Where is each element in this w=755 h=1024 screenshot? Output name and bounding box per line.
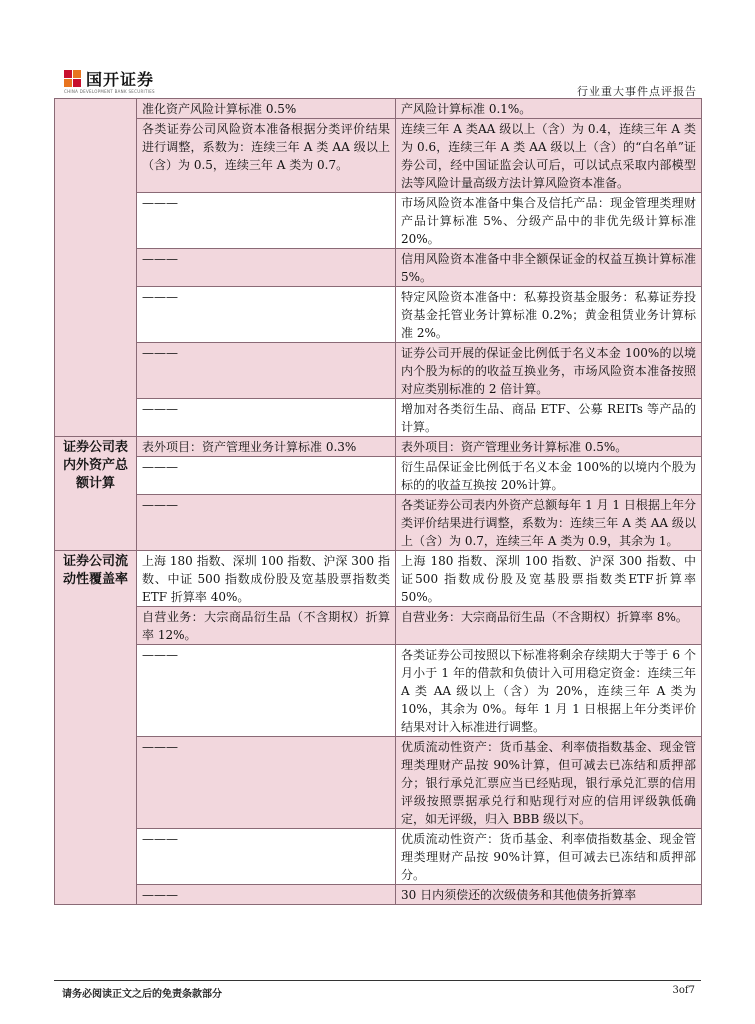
footer-divider — [54, 980, 701, 981]
logo-icon — [64, 70, 81, 87]
new-rule-cell: 各类证券公司表内外资产总额每年 1 月 1 日根据上年分类评价结果进行调整，系数为：连续三年 A 类 AA 级以上（含）为 0.7，连续三年 A 类为 0.9，其余为 1。 — [396, 495, 702, 551]
new-rule-cell: 信用风险资本准备中非全额保证金的权益互换计算标准 5%。 — [396, 249, 702, 287]
new-rule-cell: 连续三年 A 类AA 级以上（含）为 0.4，连续三年 A 类为 0.6，连续三年 A 类 AA 级以上（含）的“白名单”证券公司，经中国证监会认可后，可以试点采取内部模型法等风险计量高级方法计算风险资本准备。 — [396, 119, 702, 193]
table-row — [55, 99, 702, 119]
old-rule-cell: 自营业务：大宗商品衍生品（不含期权）折算率 12%。 — [137, 607, 396, 645]
page-header — [0, 0, 755, 100]
new-rule-cell: 30 日内须偿还的次级债务和其他债务折算率 — [396, 885, 702, 905]
new-rule-cell: 优质流动性资产：货币基金、利率债指数基金、现金管理类理财产品按 90%计算，但可减去已冻结和质押部分。 — [396, 829, 702, 885]
table-row — [55, 249, 702, 287]
table-row — [55, 343, 702, 399]
table-row — [55, 737, 702, 829]
old-rule-cell: 各类证券公司风险资本准备根据分类评价结果进行调整，系数为：连续三年 A 类 AA 级以上（含）为 0.5，连续三年 A 类为 0.7。 — [137, 119, 396, 193]
table-row — [55, 551, 702, 607]
old-rule-cell: ——— — [137, 885, 396, 905]
new-rule-cell: 特定风险资本准备中：私募投资基金服务：私募证券投资基金托管业务计算标准 0.2%；黄金租赁业务计算标准 2%。 — [396, 287, 702, 343]
new-rule-cell: 自营业务：大宗商品衍生品（不含期权）折算率 8%。 — [396, 607, 702, 645]
table-row — [55, 495, 702, 551]
old-rule-cell: ——— — [137, 249, 396, 287]
old-rule-cell: ——— — [137, 193, 396, 249]
table-row — [55, 645, 702, 737]
new-rule-cell: 表外项目：资产管理业务计算标准 0.5%。 — [396, 437, 702, 457]
table-row — [55, 829, 702, 885]
table-row — [55, 607, 702, 645]
old-rule-cell: ——— — [137, 495, 396, 551]
table-row — [55, 457, 702, 495]
logo-name: 国开证券 — [86, 70, 155, 89]
old-rule-cell: ——— — [137, 737, 396, 829]
table-row — [55, 437, 702, 457]
old-rule-cell: ——— — [137, 645, 396, 737]
new-rule-cell: 优质流动性资产：货币基金、利率债指数基金、现金管理类理财产品按 90%计算，但可减去已冻结和质押部分；银行承兑汇票应当已经贴现，银行承兑汇票的信用评级按照票据承兑行和贴现行对应的信用评级孰低确定，如无评级，归入 BBB 级以下。 — [396, 737, 702, 829]
new-rule-cell: 产风险计算标准 0.1%。 — [396, 99, 702, 119]
table-row — [55, 193, 702, 249]
old-rule-cell: 上海 180 指数、深圳 100 指数、沪深 300 指数、中证 500 指数成份股及宽基股票指数类 ETF 折算率 40%。 — [137, 551, 396, 607]
new-rule-cell: 上海 180 指数、深圳 100 指数、沪深 300 指数、中证500 指数成份股及宽基股票指数类ETF折算率 50%。 — [396, 551, 702, 607]
new-rule-cell: 增加对各类衍生品、商品 ETF、公募 REITs 等产品的计算。 — [396, 399, 702, 437]
old-rule-cell: 表外项目：资产管理业务计算标准 0.3% — [137, 437, 396, 457]
new-rule-cell: 市场风险资本准备中集合及信托产品：现金管理类理财产品计算标准 5%、分级产品中的非优先级计算标准 20%。 — [396, 193, 702, 249]
comparison-table — [54, 98, 702, 905]
category-cell — [55, 99, 137, 437]
old-rule-cell: ——— — [137, 829, 396, 885]
new-rule-cell: 各类证券公司按照以下标准将剩余存续期大于等于 6 个月小于 1 年的借款和负债计入可用稳定资金：连续三年 A 类 AA 级以上（含）为 20%，连续三年 A 类为 10%，其余为 0%。每年 1 月 1 日根据上年分类评价结果对计入标准进行调整。 — [396, 645, 702, 737]
table-row — [55, 119, 702, 193]
old-rule-cell: 准化资产风险计算标准 0.5% — [137, 99, 396, 119]
table-row — [55, 885, 702, 905]
old-rule-cell: ——— — [137, 399, 396, 437]
old-rule-cell: ——— — [137, 287, 396, 343]
category-cell: 证券公司表内外资产总额计算 — [55, 437, 137, 551]
table-row — [55, 399, 702, 437]
report-type: 行业重大事件点评报告 — [577, 85, 697, 98]
new-rule-cell: 衍生品保证金比例低于名义本金 100%的以境内个股为标的的收益互换按 20%计算。 — [396, 457, 702, 495]
logo-subtitle: CHINA DEVELOPMENT BANK SECURITIES — [64, 89, 155, 94]
page-number: 3of7 — [672, 985, 695, 996]
footer-disclaimer: 请务必阅读正文之后的免责条款部分 — [62, 989, 222, 1000]
category-cell: 证券公司流动性覆盖率 — [55, 551, 137, 905]
old-rule-cell: ——— — [137, 457, 396, 495]
table-row — [55, 287, 702, 343]
old-rule-cell: ——— — [137, 343, 396, 399]
new-rule-cell: 证券公司开展的保证金比例低于名义本金 100%的以境内个股为标的的收益互换业务，市场风险资本准备按照对应类别标准的 2 倍计算。 — [396, 343, 702, 399]
